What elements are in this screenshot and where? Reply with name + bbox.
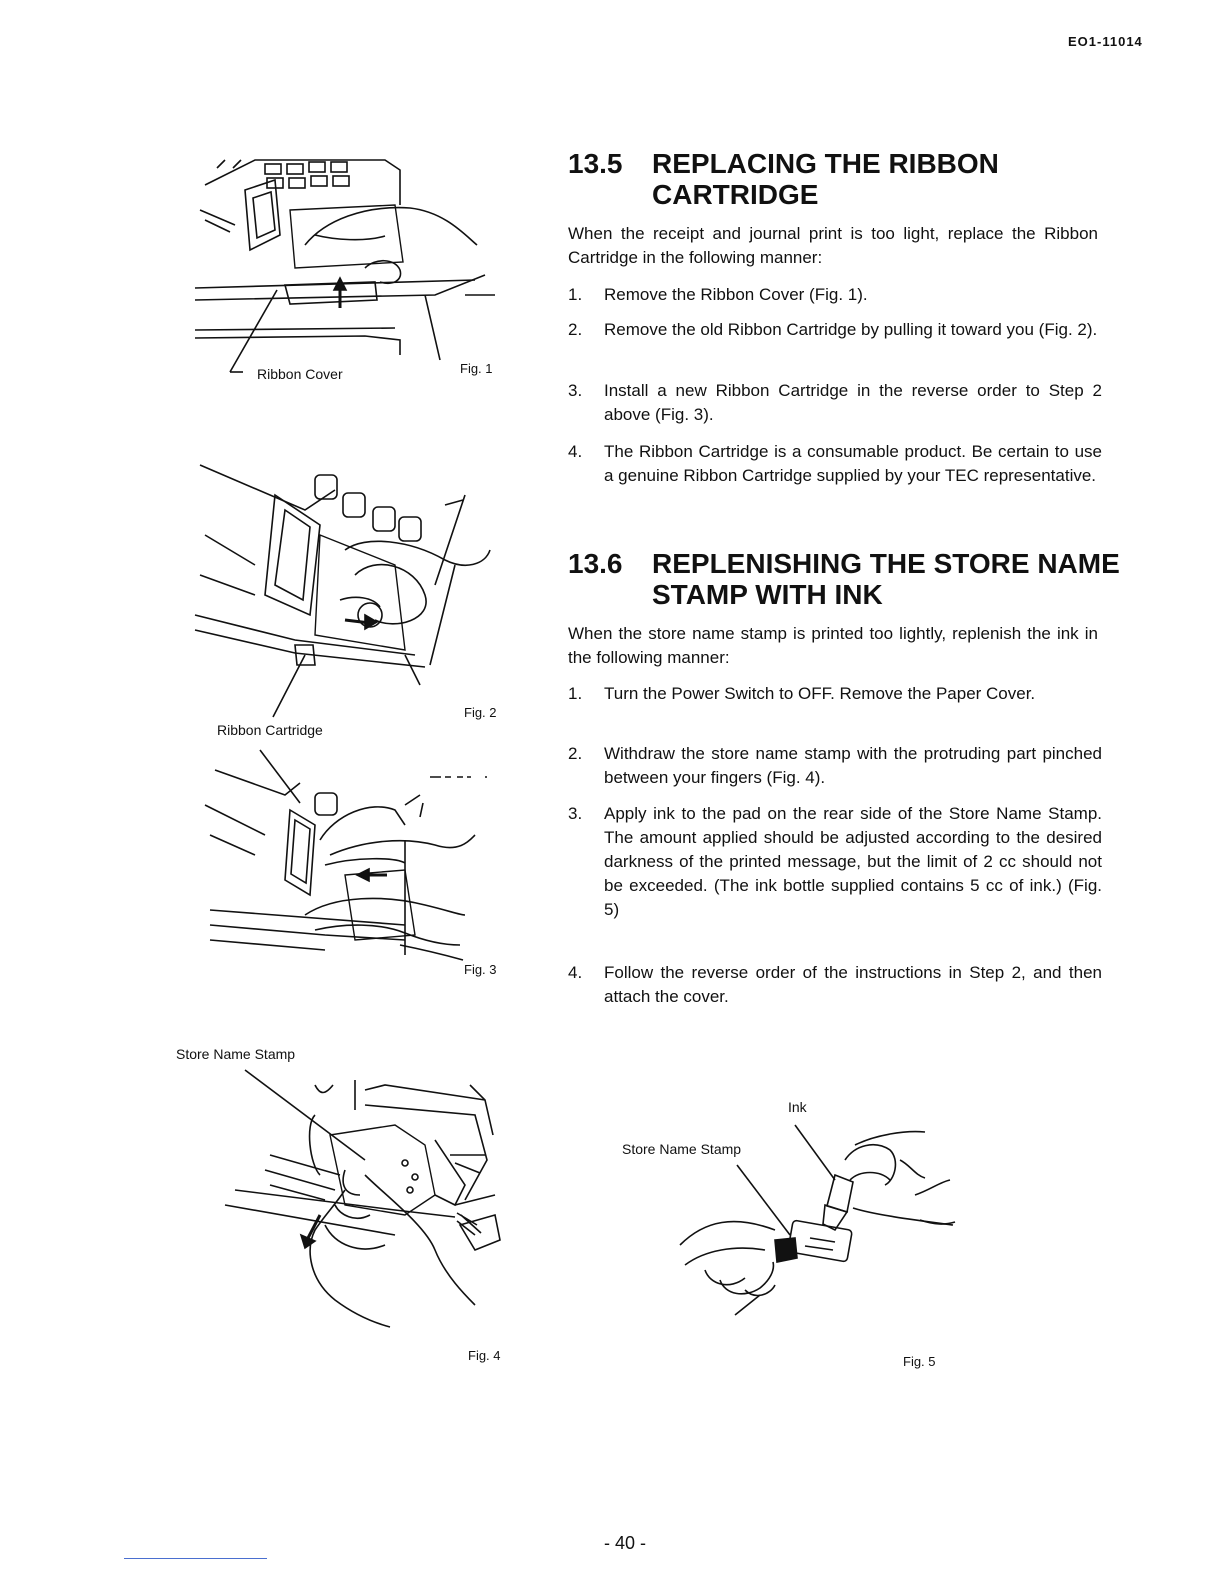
footer-rule: [124, 1558, 267, 1559]
step-number: 2.: [568, 320, 583, 339]
list-item: [568, 802, 1102, 922]
fig4-label: Fig. 4: [468, 1348, 501, 1363]
section-13-6-title: REPLENISHING THE STORE NAME STAMP WITH INK: [652, 548, 1120, 610]
step-number: 3.: [568, 381, 583, 400]
fig4-callout-store-name-stamp: Store Name Stamp: [176, 1046, 296, 1062]
step-number: 4.: [568, 442, 583, 461]
fig2-illustration: [195, 455, 495, 715]
fig5-label: Fig. 5: [903, 1354, 936, 1369]
fig3-label: Fig. 3: [464, 962, 497, 977]
list-item: [568, 961, 1102, 1009]
fig2-callout-ribbon-cartridge: Ribbon Cartridge: [217, 722, 323, 738]
page-number: - 40 -: [604, 1533, 647, 1553]
list-item: [568, 318, 1102, 342]
section-13-6-intro: When the store name stamp is printed too lightly, replenish the ink in the following manner:: [568, 624, 1098, 667]
fig5-callout-ink: Ink: [788, 1099, 807, 1115]
section-13-6-steps: [568, 682, 1108, 1012]
step-text: Withdraw the store name stamp with the protruding part pinched between your fingers (Fig. 4).: [604, 744, 1102, 787]
section-13-6-number: 13.6: [568, 548, 623, 579]
fig3-illustration: [205, 745, 515, 960]
section-13-5-title: REPLACING THE RIBBON CARTRIDGE: [652, 148, 999, 210]
fig1-callout-ribbon-cover: Ribbon Cover: [257, 366, 343, 382]
fig1-label: Fig. 1: [460, 361, 493, 376]
fig5-illustration: [675, 1120, 965, 1320]
section-13-5-intro: When the receipt and journal print is too light, replace the Ribbon Cartridge in the following manner:: [568, 224, 1098, 267]
step-number: 2.: [568, 744, 583, 763]
document-id: EO1-11014: [1068, 34, 1143, 49]
step-number: 1.: [568, 684, 583, 703]
fig1-illustration: [195, 150, 495, 375]
section-13-6-heading: [568, 548, 1128, 610]
step-number: 4.: [568, 963, 583, 982]
fig5-callout-store-name-stamp: Store Name Stamp: [622, 1141, 742, 1157]
list-item: [568, 379, 1102, 427]
list-item: [568, 682, 1102, 706]
step-text: Turn the Power Switch to OFF. Remove the Paper Cover.: [604, 684, 1036, 703]
section-13-5-heading: [568, 148, 1128, 210]
step-text: Install a new Ribbon Cartridge in the reverse order to Step 2 above (Fig. 3).: [604, 381, 1102, 424]
section-13-5-steps: [568, 283, 1108, 513]
step-text: Apply ink to the pad on the rear side of the Store Name Stamp. The amount applied should be adjusted according to the desired darkness of the printed message, but the limit of 2 cc should not be exceeded. (The ink bottle supplied contains 5 cc of ink.) (Fig. 5): [604, 804, 1102, 919]
step-number: 3.: [568, 804, 583, 823]
list-item: [568, 283, 1102, 307]
step-text: Follow the reverse order of the instructions in Step 2, and then attach the cover.: [604, 963, 1102, 1006]
step-number: 1.: [568, 285, 583, 304]
section-13-5-number: 13.5: [568, 148, 623, 179]
fig4-illustration: [195, 1065, 505, 1335]
list-item: [568, 742, 1102, 790]
list-item: [568, 440, 1102, 488]
step-text: The Ribbon Cartridge is a consumable product. Be certain to use a genuine Ribbon Cartridge supplied by your TEC representative.: [604, 442, 1102, 485]
step-text: Remove the Ribbon Cover (Fig. 1).: [604, 285, 868, 304]
fig2-label: Fig. 2: [464, 705, 497, 720]
step-text: Remove the old Ribbon Cartridge by pulling it toward you (Fig. 2).: [604, 320, 1098, 339]
